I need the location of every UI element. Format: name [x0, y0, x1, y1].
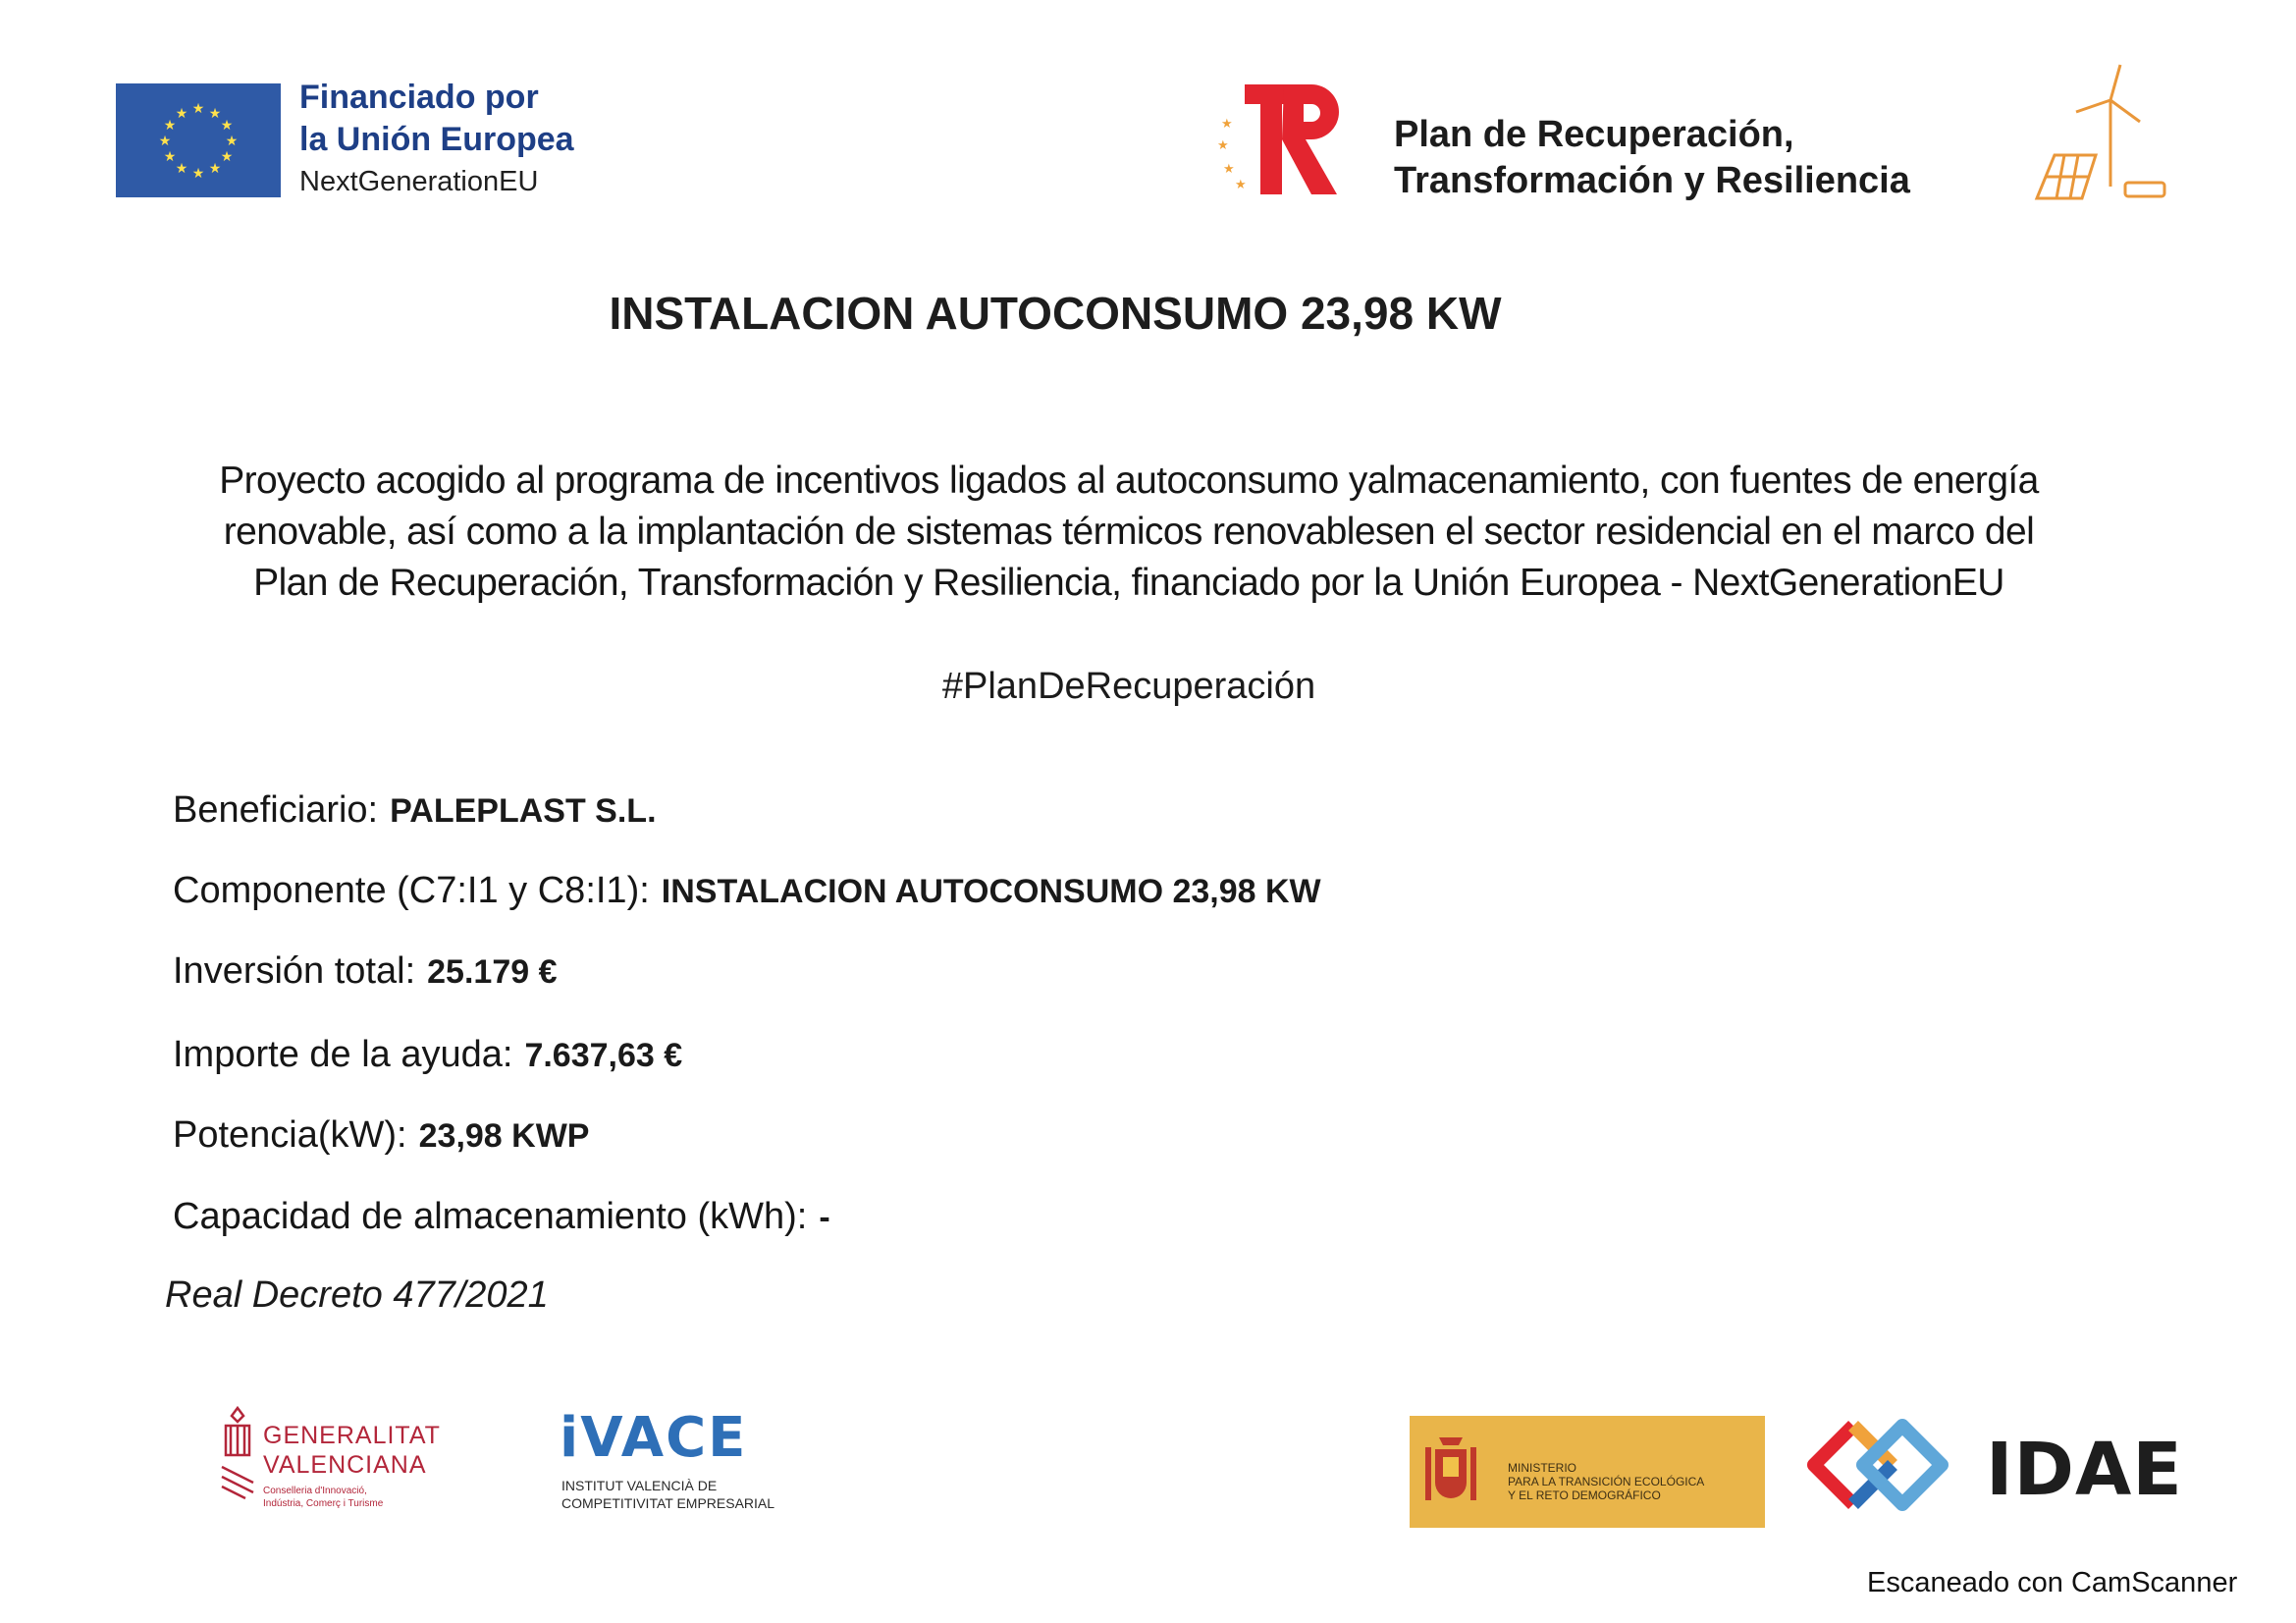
ivace-wordmark: iVACE — [560, 1406, 748, 1470]
description-line-2: renovable, así como a la implantación de sistemas térmicos renovablesen el sector residencial en el marco del — [223, 511, 2035, 553]
field-label: Potencia(kW): — [173, 1114, 407, 1156]
ministerio-logo — [1410, 1416, 1765, 1528]
field-label: Componente (C7:I1 y C8:I1): — [173, 870, 650, 911]
field-componente — [173, 870, 1321, 912]
svg-text:★: ★ — [220, 149, 234, 165]
field-value: 23,98 KWP — [418, 1117, 590, 1155]
generalitat-logo — [218, 1404, 444, 1517]
field-label: Beneficiario: — [173, 789, 379, 831]
spain-coat-of-arms-icon — [1421, 1428, 1480, 1516]
prtr-line-2: Transformación y Resiliencia — [1394, 160, 1910, 201]
generalitat-crest-icon — [218, 1404, 257, 1502]
ministerio-text — [1508, 1461, 1704, 1502]
field-label: Inversión total: — [173, 950, 416, 992]
renewable-energy-icon — [2027, 61, 2174, 208]
eu-flag-icon — [116, 83, 281, 197]
ivace-sub-2: COMPETITIVITAT EMPRESARIAL — [561, 1495, 775, 1511]
idae-logo — [1794, 1414, 2187, 1532]
eu-line-1: Financiado por — [299, 79, 539, 116]
decree-reference: Real Decreto 477/2021 — [165, 1274, 549, 1316]
ivace-sub-1: INSTITUT VALENCIÀ DE — [561, 1478, 718, 1493]
eu-line-3: NextGenerationEU — [299, 166, 539, 197]
field-importe — [173, 1034, 682, 1076]
prtr-logo-icon — [1215, 79, 1362, 201]
svg-text:★: ★ — [220, 118, 234, 134]
ivace-logo — [560, 1406, 775, 1519]
camscanner-watermark: Escaneado con CamScanner — [1867, 1567, 2238, 1598]
field-value: PALEPLAST S.L. — [390, 792, 657, 830]
svg-text:★: ★ — [1223, 162, 1235, 177]
field-inversion — [173, 950, 558, 993]
generalitat-subtitle — [263, 1485, 383, 1510]
generalitat-sub-1: Conselleria d'Innovació, — [263, 1486, 367, 1496]
svg-text:★: ★ — [163, 149, 177, 165]
description-line-3: Plan de Recuperación, Transformación y Resiliencia, financiado por la Unión Europea - NextGenerationEU — [253, 562, 2004, 604]
svg-text:★: ★ — [175, 106, 188, 122]
field-value: - — [819, 1199, 830, 1236]
hashtag: #PlanDeRecuperación — [941, 666, 1316, 707]
svg-text:★: ★ — [191, 166, 205, 182]
eu-stars-icon — [116, 83, 281, 197]
ivace-subtitle — [561, 1477, 774, 1512]
generalitat-line-1: GENERALITAT — [263, 1422, 441, 1449]
field-potencia — [173, 1114, 589, 1157]
svg-text:★: ★ — [1217, 138, 1229, 153]
field-value: 25.179 € — [427, 953, 558, 991]
svg-text:★: ★ — [225, 134, 239, 149]
main-title: INSTALACION AUTOCONSUMO 23,98 KW — [609, 288, 1502, 339]
svg-text:★: ★ — [1221, 117, 1233, 132]
field-label: Importe de la ayuda: — [173, 1034, 513, 1075]
eu-funding-text — [299, 77, 574, 203]
svg-text:★: ★ — [163, 118, 177, 134]
field-beneficiario — [173, 789, 657, 832]
field-value: 7.637,63 € — [524, 1037, 683, 1074]
svg-text:★: ★ — [208, 161, 222, 177]
generalitat-line-2: VALENCIANA — [263, 1451, 427, 1479]
idae-wordmark: IDAE — [1986, 1428, 2183, 1512]
project-description — [147, 456, 2110, 609]
description-line-1: Proyecto acogido al programa de incentivos ligados al autoconsumo yalmacenamiento, con fuentes de energía — [219, 460, 2039, 502]
prtr-line-1: Plan de Recuperación, — [1394, 114, 1794, 155]
ministerio-line-2: PARA LA TRANSICIÓN ECOLÓGICA — [1508, 1475, 1705, 1488]
field-capacidad — [173, 1196, 830, 1238]
svg-text:★: ★ — [191, 101, 205, 117]
svg-text:★: ★ — [1235, 178, 1247, 192]
ministerio-line-1: MINISTERIO — [1508, 1461, 1577, 1475]
eu-line-2: la Unión Europea — [299, 121, 574, 158]
prtr-text — [1394, 112, 1910, 204]
field-value: INSTALACION AUTOCONSUMO 23,98 KW — [661, 873, 1321, 910]
svg-text:★: ★ — [208, 106, 222, 122]
generalitat-sub-2: Indústria, Comerç i Turisme — [263, 1498, 384, 1509]
ministerio-line-3: Y EL RETO DEMOGRÁFICO — [1508, 1488, 1661, 1502]
field-label: Capacidad de almacenamiento (kWh): — [173, 1196, 808, 1237]
svg-text:★: ★ — [158, 134, 172, 149]
idae-symbol-icon — [1794, 1414, 1981, 1532]
svg-text:★: ★ — [175, 161, 188, 177]
